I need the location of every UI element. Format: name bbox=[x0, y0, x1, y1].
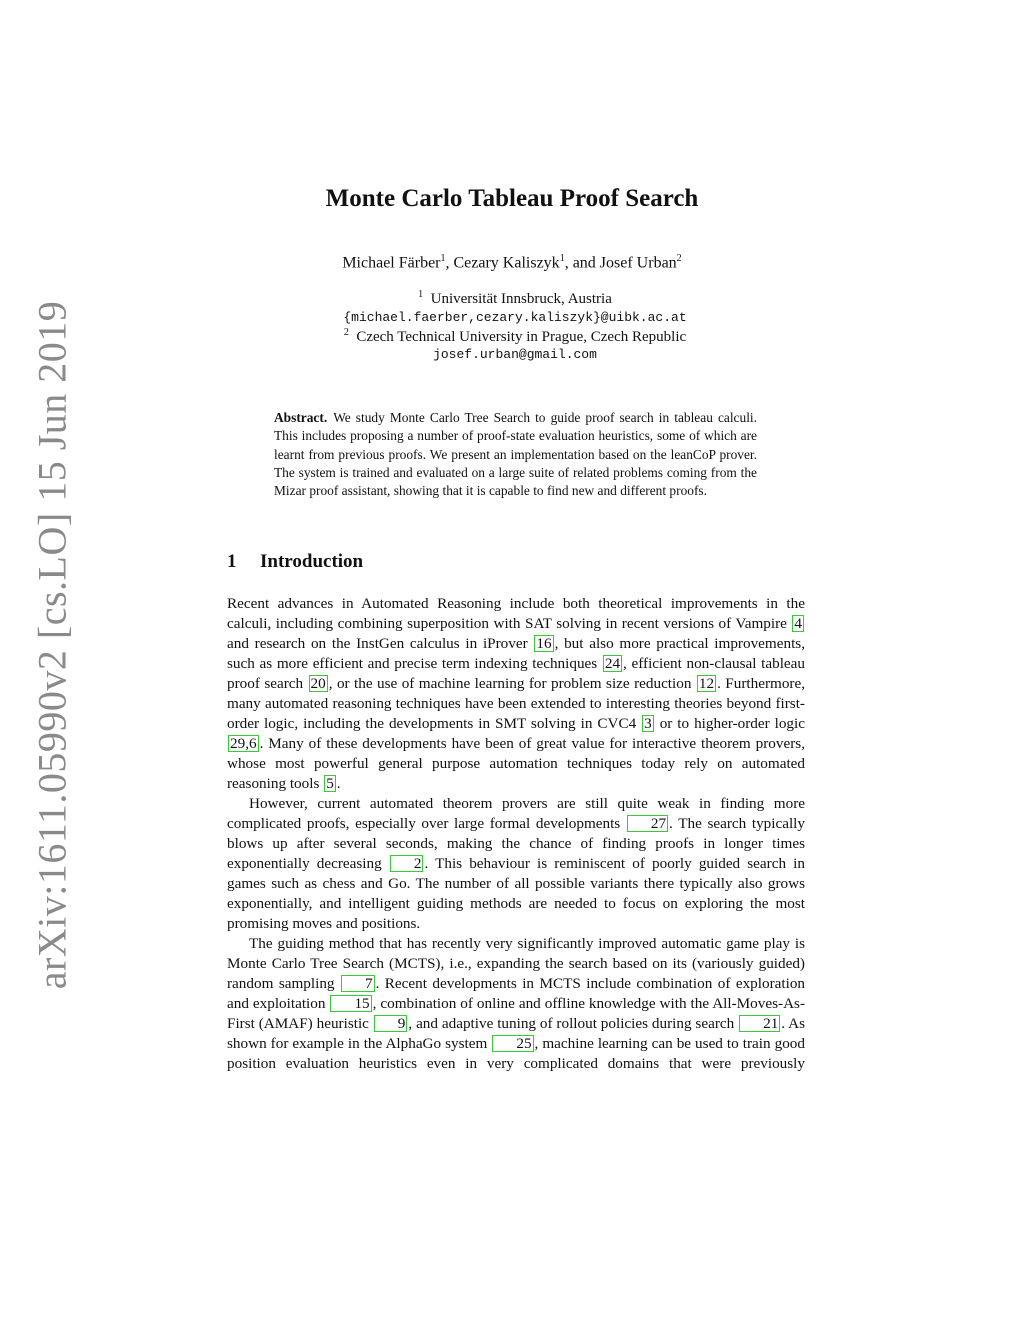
paragraph-text: . bbox=[336, 775, 341, 792]
body-paragraph bbox=[227, 794, 805, 934]
body-paragraph bbox=[227, 934, 805, 1074]
affiliation-1-email: {michael.faerber,cezary.kaliszyk}@uibk.ac.at bbox=[343, 310, 687, 325]
paragraph-text: , efficient non-clausal tableau proof search bbox=[227, 655, 806, 692]
paragraph-text: . As shown for example in the AlphaGo system bbox=[227, 1015, 805, 1052]
section-number: 1 bbox=[227, 551, 237, 572]
affiliation-1: $^1$ Universität Innsbruck, Austria bbox=[418, 289, 612, 307]
abstract-label: Abstract. bbox=[274, 410, 328, 425]
paragraph-text: However, current automated theorem provers are still quite weak in finding more complicated proofs, especially over large formal developments bbox=[227, 795, 805, 832]
paragraph-text: Recent advances in Automated Reasoning include both theoretical improvements in the calculi, including combining superposition with SAT solving in recent versions of Vampire bbox=[227, 595, 805, 632]
affiliation-2: $^2$ Czech Technical University in Prague, Czech Republic bbox=[343, 327, 687, 345]
paragraph-text: . Many of these developments have been of great value for interactive theorem provers, whose most powerful general purpose automation techniques today rely on automated reasoning tools bbox=[227, 735, 805, 792]
arxiv-stamp: arXiv:1611.05990v2 [cs.LO] 15 Jun 2019 bbox=[29, 300, 75, 990]
paragraph-text: The guiding method that has recently very significantly improved automatic game play is Monte Carlo Tree Search (MCTS), i.e., expanding the search based on its (variously guided) random sampling bbox=[227, 935, 805, 992]
citation-link[interactable]: 9 bbox=[374, 1015, 408, 1032]
paragraph-text: , combination of online and offline knowledge with the All-Moves-As-First (AMAF) heuristic bbox=[227, 995, 806, 1032]
introduction-body bbox=[227, 594, 805, 1074]
paragraph-text: and research on the InstGen calculus in iProver bbox=[227, 635, 534, 652]
affiliation-mark: 2 bbox=[676, 253, 682, 264]
paragraph-text: . This behaviour is reminiscent of poorly guided search in games such as chess and Go. The number of all possible variants there typically also grows exponentially, and intelligent guiding methods are needed to focus on exploring the most promising moves and positions. bbox=[227, 855, 805, 932]
author-list: Michael Färber$^1$, Cezary Kaliszyk$^1$, and Josef Urban$^2$ bbox=[342, 253, 682, 272]
citation-link[interactable]: 15 bbox=[330, 995, 371, 1012]
author-name: Josef Urban bbox=[599, 254, 677, 272]
affiliation-mark: 1 bbox=[559, 253, 565, 264]
affiliation-2-email: josef.urban@gmail.com bbox=[433, 347, 597, 362]
paragraph-text: . Furthermore, many automated reasoning techniques have been extended to interesting theories beyond first-order logic, including the developments in SMT solving in CVC4 bbox=[227, 675, 806, 732]
citation-link[interactable]: 21 bbox=[739, 1015, 780, 1032]
abstract bbox=[274, 409, 757, 500]
citation-link[interactable]: 29,6 bbox=[230, 735, 257, 752]
citation-link[interactable]: 24 bbox=[604, 655, 621, 672]
affiliation-mark: 1 bbox=[440, 253, 446, 264]
author-name: Michael Färber bbox=[342, 254, 441, 272]
citation-link[interactable]: 4 bbox=[794, 615, 802, 632]
citation-link[interactable]: 7 bbox=[341, 975, 375, 992]
author-name: Cezary Kaliszyk bbox=[453, 254, 560, 272]
abstract-text: We study Monte Carlo Tree Search to guide proof search in tableau calculi. This includes proposing a number of proof-state evaluation heuristics, some of which are learnt from previous proofs. We present an implementation based on the leanCoP prover. The system is trained and evaluated on a large suite of related problems coming from the Mizar proof assistant, showing that it is capable to find new and different proofs. bbox=[274, 410, 757, 499]
paragraph-text: . The search typically blows up after several seconds, making the chance of finding proofs in longer times exponentially decreasing bbox=[227, 815, 805, 872]
citation-link[interactable]: 3 bbox=[644, 715, 652, 732]
paragraph-text: , machine learning can be used to train good position evaluation heuristics even in very complicated domains that were previously bbox=[227, 1035, 805, 1072]
citation-link[interactable]: 12 bbox=[698, 675, 715, 692]
citation-link[interactable]: 16 bbox=[536, 635, 552, 652]
section-heading bbox=[227, 551, 363, 573]
section-title: Introduction bbox=[260, 551, 364, 572]
citation-link[interactable]: 2 bbox=[390, 855, 424, 872]
body-paragraph bbox=[227, 594, 805, 794]
paragraph-text: , and adaptive tuning of rollout policies during search bbox=[408, 1015, 739, 1032]
paper-title: Monte Carlo Tableau Proof Search bbox=[325, 185, 699, 212]
citation-link[interactable]: 27 bbox=[627, 815, 668, 832]
paragraph-text: . Recent developments in MCTS include combination of exploration and exploitation bbox=[227, 975, 806, 1012]
citation-link[interactable]: 5 bbox=[326, 775, 334, 792]
citation-link[interactable]: 25 bbox=[492, 1035, 533, 1052]
paragraph-text: , but also more practical improvements, such as more efficient and precise term indexing techniques bbox=[227, 635, 805, 672]
citation-link[interactable]: 20 bbox=[310, 675, 326, 692]
paragraph-text: or to higher-order logic bbox=[654, 715, 805, 732]
paragraph-text: , or the use of machine learning for problem size reduction bbox=[328, 675, 696, 692]
